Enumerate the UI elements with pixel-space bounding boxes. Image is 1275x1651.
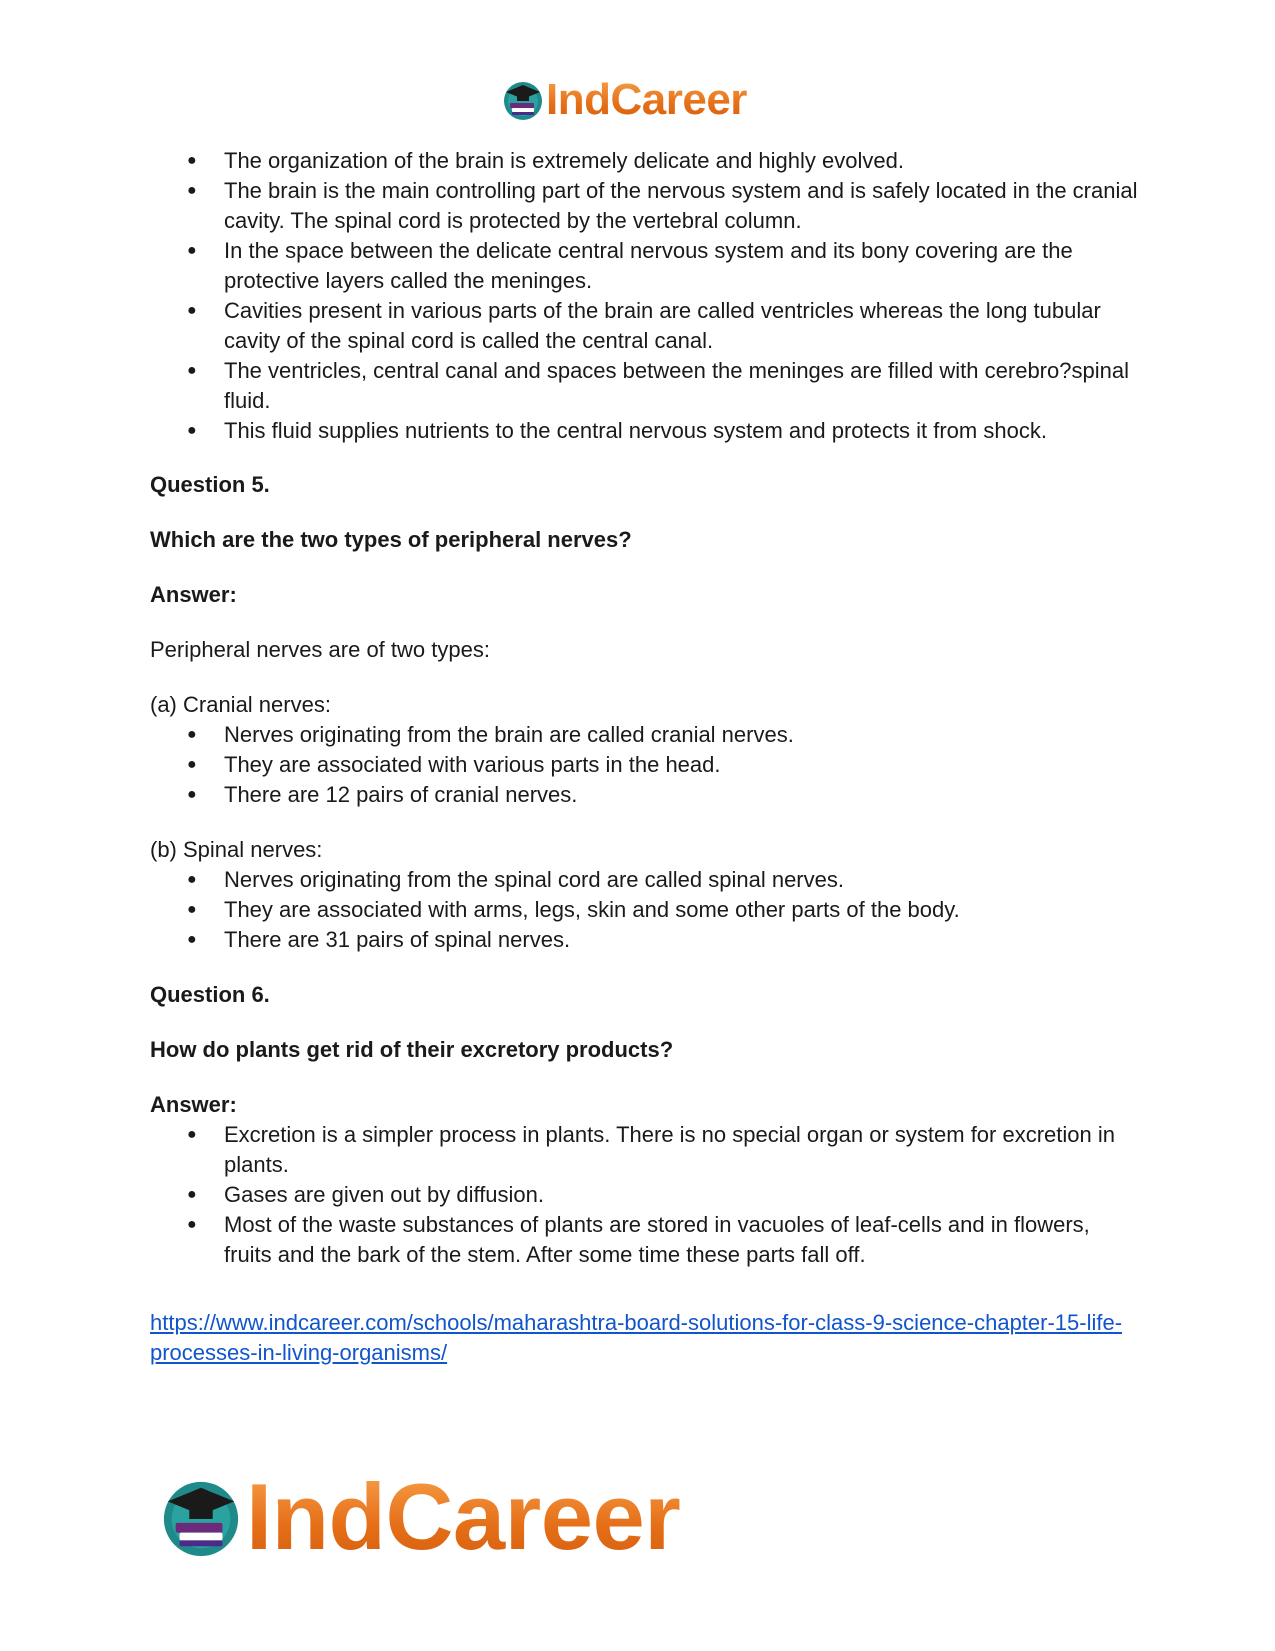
list-item: ● The organization of the brain is extremely delicate and highly evolved.	[150, 146, 1140, 176]
list-item: ● Cavities present in various parts of the brain are called ventricles whereas the long tubular cavity of the spinal cord is called the central canal.	[150, 296, 1140, 356]
list-item: ● They are associated with various parts in the head.	[150, 750, 1140, 780]
list-item: ● Most of the waste substances of plants are stored in vacuoles of leaf-cells and in flowers, fruits and the bark of the stem. After some time these parts fall off.	[150, 1210, 1140, 1270]
intro-bullet-list	[150, 146, 1140, 446]
cranial-nerves-heading: (a) Cranial nerves:	[150, 692, 331, 717]
list-item: ● Excretion is a simpler process in plants. There is no special organ or system for excretion in plants.	[150, 1120, 1140, 1180]
spinal-bullet-list	[150, 865, 1140, 955]
list-item: ● This fluid supplies nutrients to the central nervous system and protects it from shock.	[150, 416, 1140, 446]
question-5-label: Question 5.	[150, 472, 270, 497]
question-5-text: Which are the two types of peripheral nerves?	[150, 527, 632, 552]
cranial-bullet-list	[150, 720, 1140, 810]
list-item: ● They are associated with arms, legs, skin and some other parts of the body.	[150, 895, 1140, 925]
graduation-cap-book-icon	[160, 1476, 242, 1558]
list-item: ● Nerves originating from the brain are called cranial nerves.	[150, 720, 1140, 750]
list-item: ● There are 12 pairs of cranial nerves.	[150, 780, 1140, 810]
list-item: ● The ventricles, central canal and spaces between the meninges are filled with cerebro?spinal fluid.	[150, 356, 1140, 416]
footer-logo	[160, 1464, 681, 1569]
spinal-nerves-heading: (b) Spinal nerves:	[150, 837, 323, 862]
document-body	[150, 146, 1140, 1368]
question-5-answer-label: Answer:	[150, 582, 237, 607]
logo-text: IndCareer	[246, 1464, 681, 1569]
question-6-answer-label: Answer:	[150, 1092, 237, 1117]
logo-text: IndCareer	[546, 75, 747, 124]
graduation-cap-book-icon	[502, 79, 544, 121]
list-item: ● Gases are given out by diffusion.	[150, 1180, 1140, 1210]
list-item: ● Nerves originating from the spinal cord are called spinal nerves.	[150, 865, 1140, 895]
question-6-label: Question 6.	[150, 982, 270, 1007]
question-6-text: How do plants get rid of their excretory products?	[150, 1037, 674, 1062]
header-logo	[502, 75, 747, 124]
source-link[interactable]: https://www.indcareer.com/schools/maharashtra-board-solutions-for-class-9-science-chapter-15-life-processes-in-living-organisms/	[150, 1310, 1123, 1365]
excretion-bullet-list	[150, 1120, 1140, 1270]
list-item: ● The brain is the main controlling part of the nervous system and is safely located in the cranial cavity. The spinal cord is protected by the vertebral column.	[150, 176, 1140, 236]
list-item: ● There are 31 pairs of spinal nerves.	[150, 925, 1140, 955]
list-item: ● In the space between the delicate central nervous system and its bony covering are the protective layers called the meninges.	[150, 236, 1140, 296]
question-5-intro: Peripheral nerves are of two types:	[150, 637, 490, 662]
